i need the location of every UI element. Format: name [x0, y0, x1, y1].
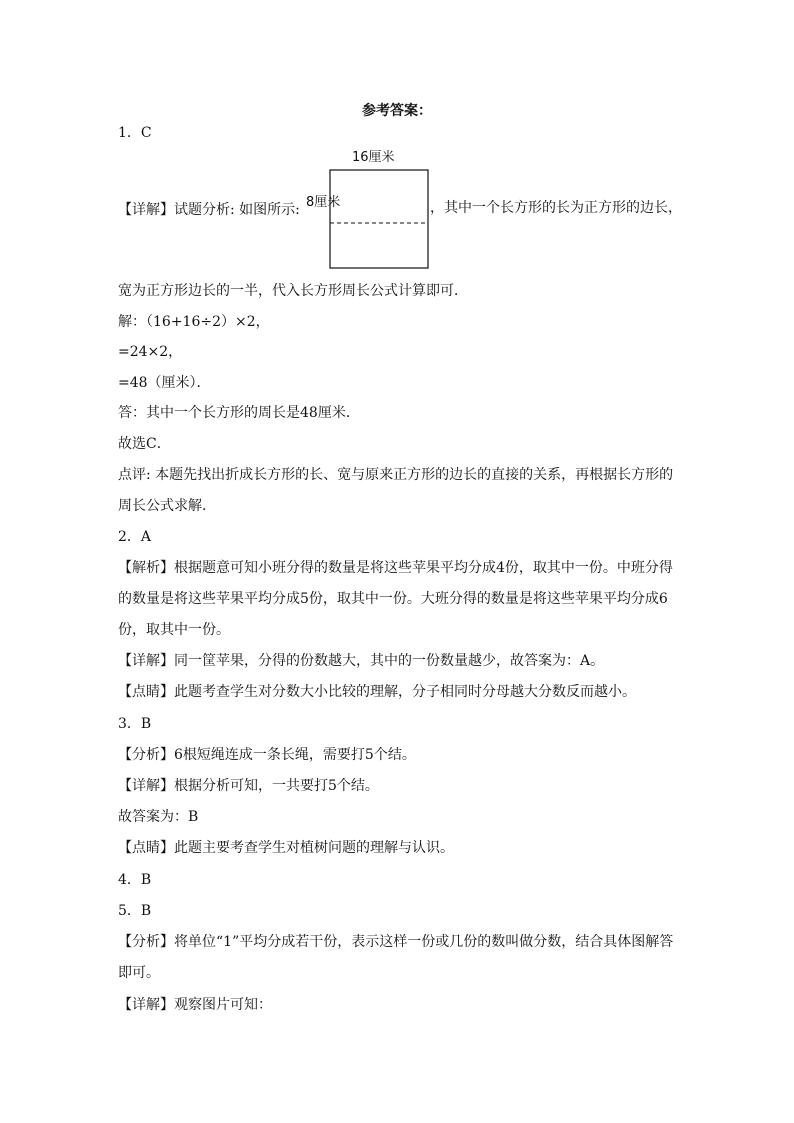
- figure-top-label: 16厘米: [352, 150, 395, 165]
- text-line: 【详解】根据分析可知，一共要打5个结。: [118, 778, 379, 794]
- text-line: 周长公式求解．: [118, 498, 216, 514]
- answer-2: 2．A: [118, 529, 152, 545]
- square-figure: [296, 146, 446, 272]
- answer-5: 5．B: [118, 903, 152, 919]
- text-line: 解：（16+16÷2）×2，: [118, 314, 270, 330]
- text-line: 答：其中一个长方形的周长是48厘米．: [118, 405, 360, 421]
- text-line: 点评: 本题先找出折成长方形的长、宽与原来正方形的边长的直接的关系，再根据长方形的: [118, 467, 674, 483]
- text-line: 份，取其中一份。: [118, 622, 230, 638]
- text-line: 【详解】观察图片可知：: [118, 997, 272, 1013]
- text-line: 宽为正方形边长的一半，代入长方形周长公式计算即可．: [118, 283, 468, 299]
- square-diagram: [296, 146, 446, 272]
- answer-3: 3．B: [118, 716, 152, 732]
- text-line: =48（厘米）．: [118, 375, 211, 391]
- text-line: 【详解】同一筐苹果，分得的份数越大，其中的一份数量越少，故答案为：A。: [118, 653, 605, 669]
- detail-tail-text: ，其中一个长方形的长为正方形的边长，: [430, 200, 682, 216]
- text-line: 【点睛】此题考查学生对分数大小比较的理解，分子相同时分母越大分数反而越小。: [118, 684, 636, 700]
- figure-side-label: 8厘米: [306, 195, 341, 210]
- answer-4: 4．B: [118, 872, 152, 888]
- text-line: 故答案为：B: [118, 809, 199, 825]
- square-outline: [330, 170, 428, 268]
- text-line: 即可。: [118, 965, 160, 981]
- text-line: 【分析】将单位“1”平均分成若干份，表示这样一份或几份的数叫做分数，结合具体图解答: [118, 934, 674, 950]
- text-line: 的数量是将这些苹果平均分成5份，取其中一份。大班分得的数量是将这些苹果平均分成6: [118, 591, 668, 607]
- text-line: =24×2，: [118, 344, 183, 360]
- detail-lead-text: 【详解】试题分析: 如图所示:: [118, 202, 300, 218]
- answer-1: 1．C: [118, 125, 152, 141]
- text-line: 【解析】根据题意可知小班分得的数量是将这些苹果平均分成4份，取其中一份。中班分得: [118, 560, 673, 576]
- page-title: 参考答案：: [362, 103, 432, 119]
- text-line: 【分析】6根短绳连成一条长绳，需要打5个结。: [118, 747, 416, 763]
- text-line: 故选C．: [118, 436, 171, 452]
- text-line: 【点睛】此题主要考查学生对植树问题的理解与认识。: [118, 840, 454, 856]
